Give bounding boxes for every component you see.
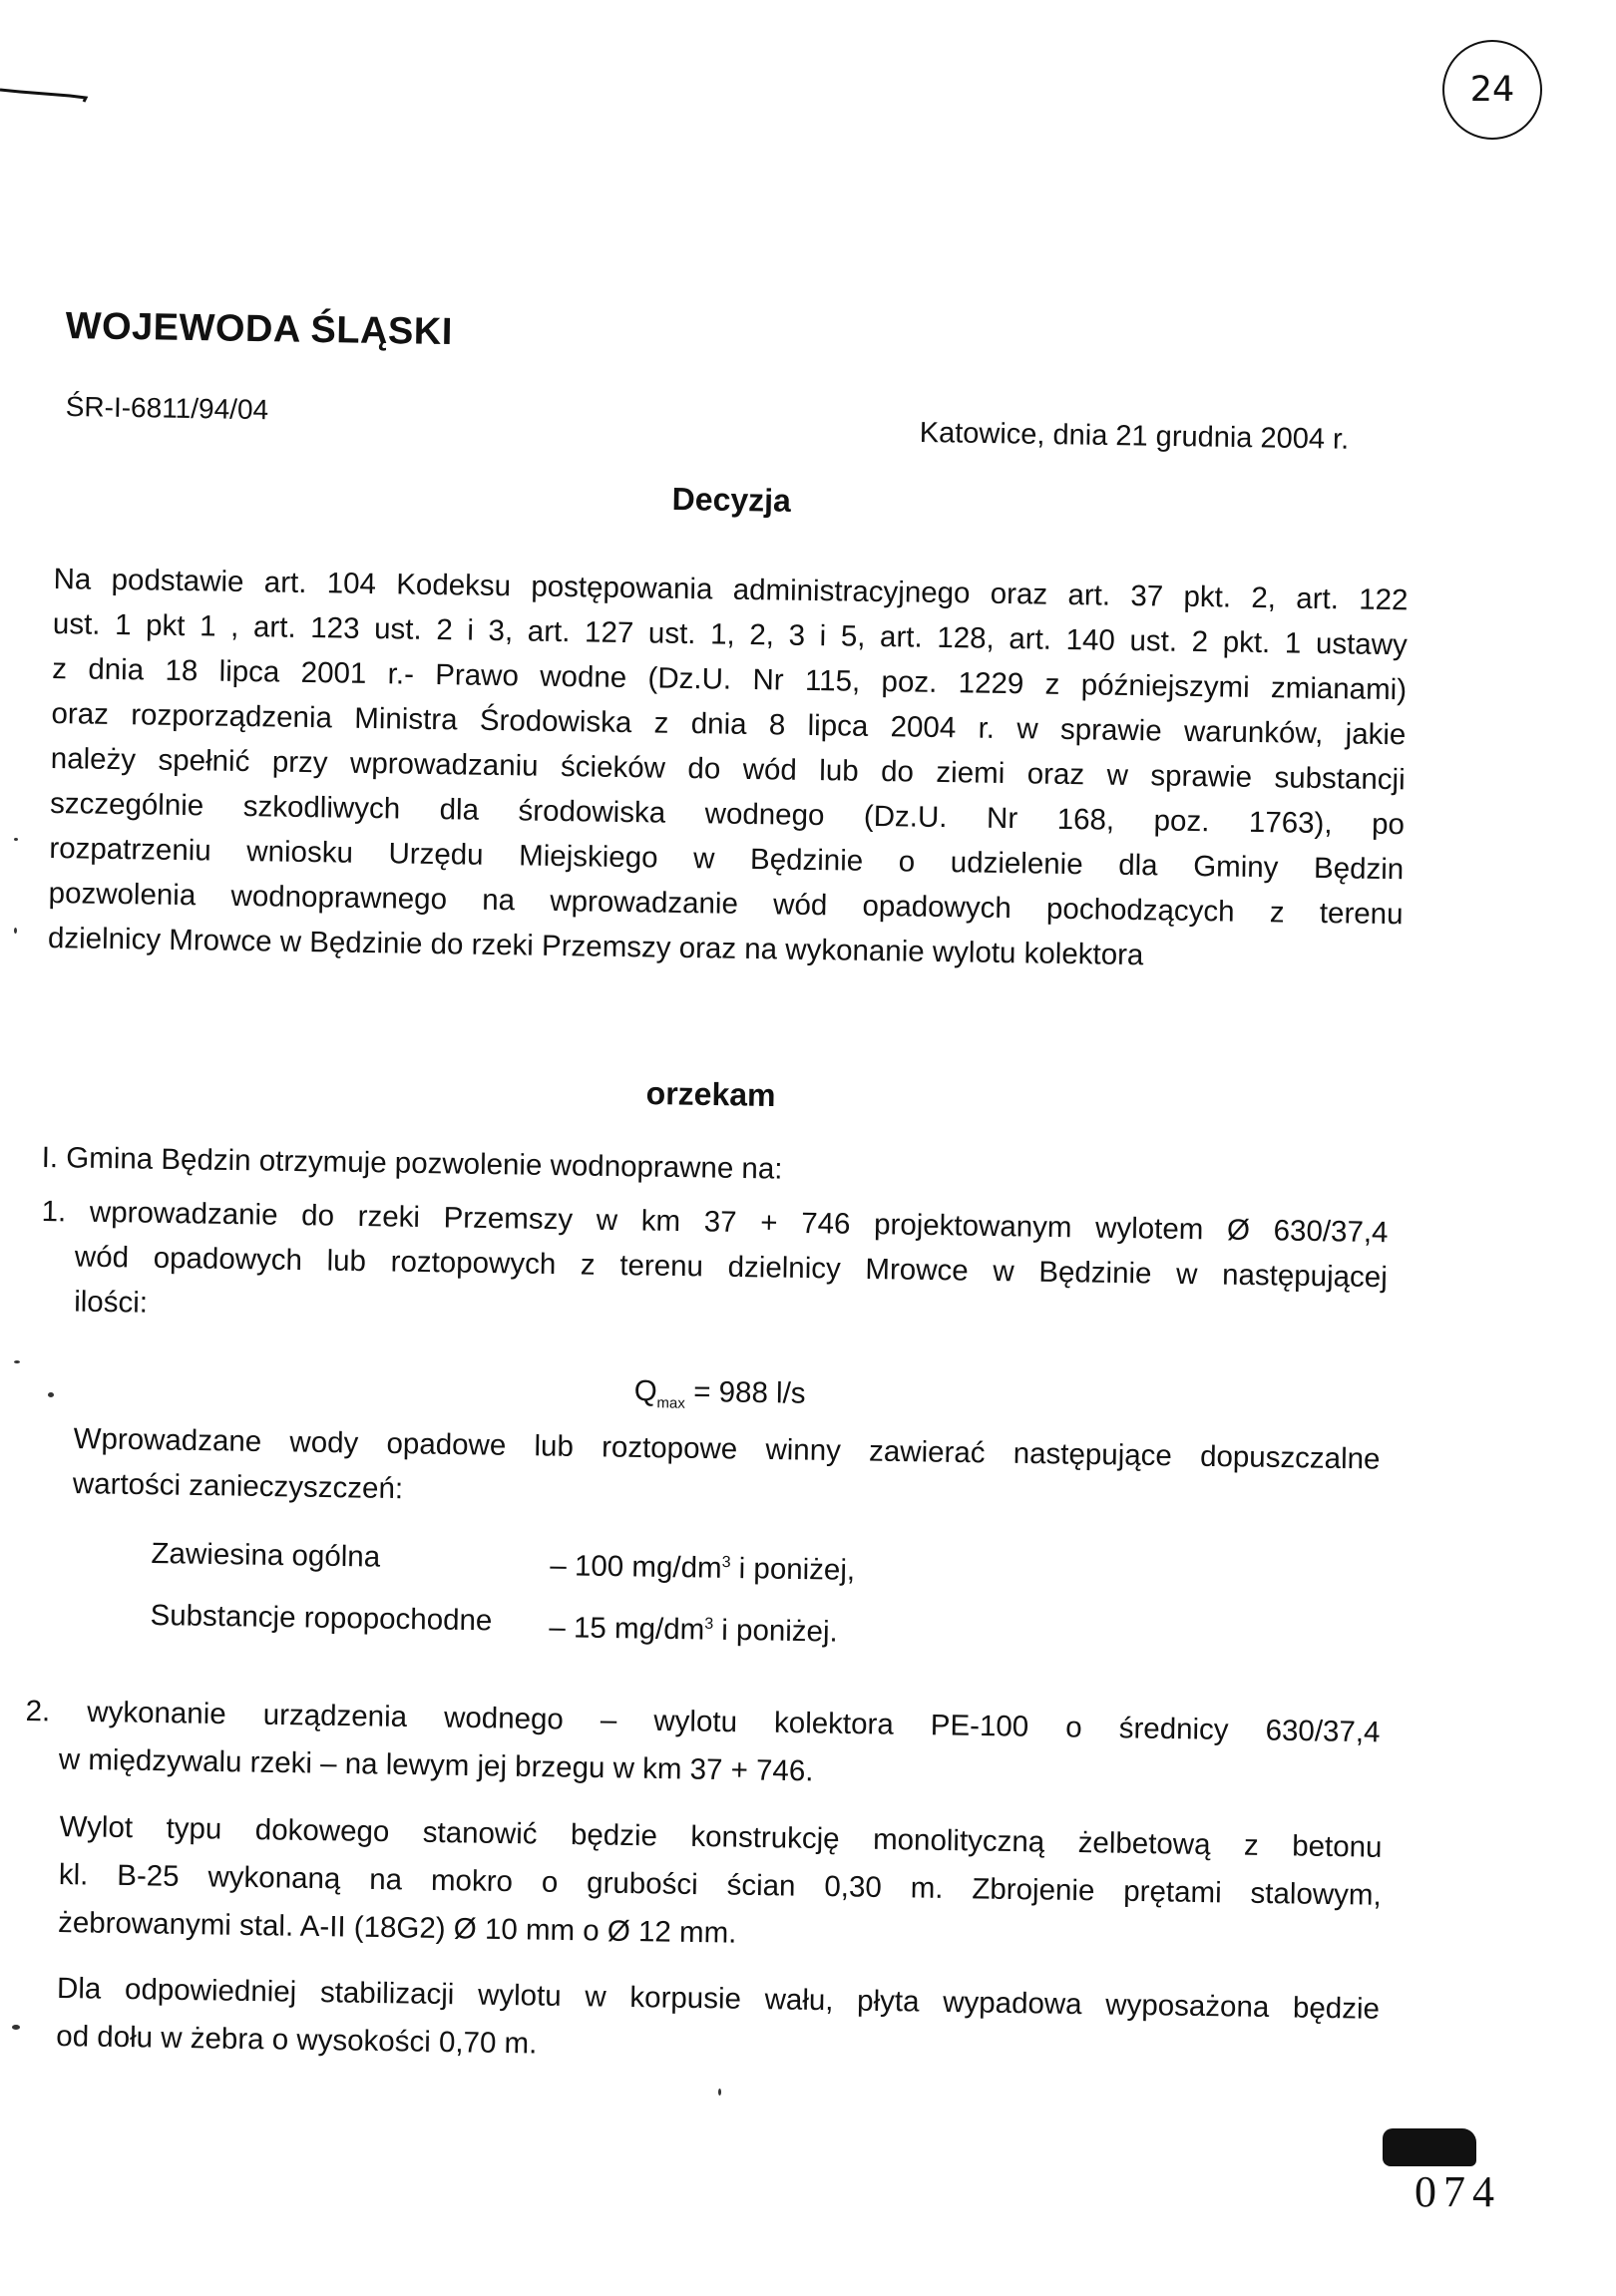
limit-name: Substancje ropopochodne [150,1598,493,1638]
place-date: Katowice, dnia 21 grudnia 2004 r. [919,417,1350,456]
scan-speck [14,838,18,841]
pen-stroke-mark [0,84,90,108]
legal-basis-line: Na podstawie art. 104 Kodeksu postępowania administracyjnego oraz art. 37 pkt. 2, art. 122 [53,562,1409,617]
limit-row [150,1588,855,1661]
scan-speck [14,1360,20,1363]
case-reference: ŚR-I-6811/94/04 [65,391,269,426]
flow-symbol: Q [633,1374,657,1408]
legal-basis-line: szczególnie szkodliwych dla środowiska wodnego (Dz.U. Nr 168, poz. 1763), po [49,786,1406,842]
description-line: Wylot typu dokowego stanowić będzie konstrukcję monolityczną żelbetową z betonu [59,1809,1383,1864]
flow-subscript: max [656,1394,685,1412]
legal-basis-line: oraz rozporządzenia Ministra Środowiska z dnia 8 lipca 2004 r. w sprawie warunków, jakie [51,696,1407,752]
scan-speck [14,928,17,934]
legal-basis-line: pozwolenia wodnoprawnego na wprowadzanie wód opadowych pochodzących z terenu [48,876,1404,932]
item-2 [24,1688,1380,1804]
legal-basis-line: należy spełnić przy wprowadzaniu ścieków do wód lub do ziemi oraz w sprawie substancji [50,741,1406,797]
scan-speck [48,1392,54,1397]
description-line: żebrowanymi stal. A-II (18G2) Ø 10 mm o Ø 12 mm. [57,1905,737,1950]
flow-value: = 988 l/s [692,1374,806,1410]
issuing-authority: WOJEWODA ŚLĄSKI [65,305,454,354]
item-1-line: ilości: [73,1285,149,1320]
document-title: Decyzja [671,481,792,519]
item-number: 2. [25,1694,51,1728]
description-line: kl. B-25 wykonaną na mokro o grubości ścian 0,30 m. Zbrojenie prętami stalowym, [58,1857,1382,1912]
limit-row [151,1526,856,1599]
redaction-blot [1383,2128,1476,2166]
folio-number: 074 [1414,2167,1501,2216]
outlet-description [56,1803,1383,2082]
item-1-line: wód opadowych lub roztopowych z terenu dzielnicy Mrowce w Będzinie w następującej [74,1240,1389,1295]
pollution-intro-line: wartości zanieczyszczeń: [72,1466,404,1506]
pollution-limits [150,1526,856,1661]
item-number: 1. [41,1194,67,1229]
section-i-heading: I. Gmina Będzin otrzymuje pozwolenie wodnoprawne na: [41,1141,783,1186]
legal-basis-line: z dnia 18 lipca 2001 r.- Prawo wodne (Dz.U. Nr 115, poz. 1229 z późniejszymi zmianami) [51,651,1408,707]
pollution-intro [73,1416,1381,1527]
item-2-line: w międzywalu rzeki – na lewym jej brzegu w km 37 + 746. [58,1742,814,1788]
flow-formula [633,1374,805,1414]
verdict-heading: orzekam [645,1075,776,1114]
legal-basis-line: rozpatrzeniu wniosku Urzędu Miejskiego w Będzinie o udzielenie dla Gminy Będzin [49,831,1405,887]
page-number: 24 [1469,70,1515,110]
item-2-text: wykonanie urządzenia wodnego – wylotu kolektora PE-100 o średnicy 630/37,4 [87,1695,1381,1749]
stabilization-line: od dołu w żebra o wysokości 0,70 m. [56,2019,538,2061]
limit-name: Zawiesina ogólna [151,1536,381,1574]
limit-value: – 100 $mg/dm^3$ i poniżej, [550,1549,856,1587]
limit-value: – 15 $mg/dm^3$ i poniżej. [549,1610,839,1649]
scan-speck [12,2025,20,2030]
page-number-circle [1442,40,1542,140]
legal-basis-line: ust. 1 pkt 1 , art. 123 ust. 2 i 3, art. 127 ust. 1, 2, 3 i 5, art. 128, art. 140 ust. 2 pkt. 1 ustawy [52,606,1409,662]
scan-speck [718,2089,721,2096]
legal-basis-line: dzielnicy Mrowce w Będzinie do rzeki Przemszy oraz na wykonanie wylotu kolektora [47,921,1144,972]
pollution-intro-line: Wprowadzane wody opadowe lub roztopowe winny zawierać następujące dopuszczalne [73,1421,1381,1476]
item-1 [40,1189,1389,1344]
stabilization-line: Dla odpowiedniej stabilizacji wylotu w korpusie wału, płyta wypadowa wyposażona będzie [56,1971,1381,2026]
item-1-text: wprowadzanie do rzeki Przemszy w km 37 + 746 projektowanym wylotem Ø 630/37,4 [89,1195,1389,1250]
legal-basis-paragraph [48,557,1409,981]
